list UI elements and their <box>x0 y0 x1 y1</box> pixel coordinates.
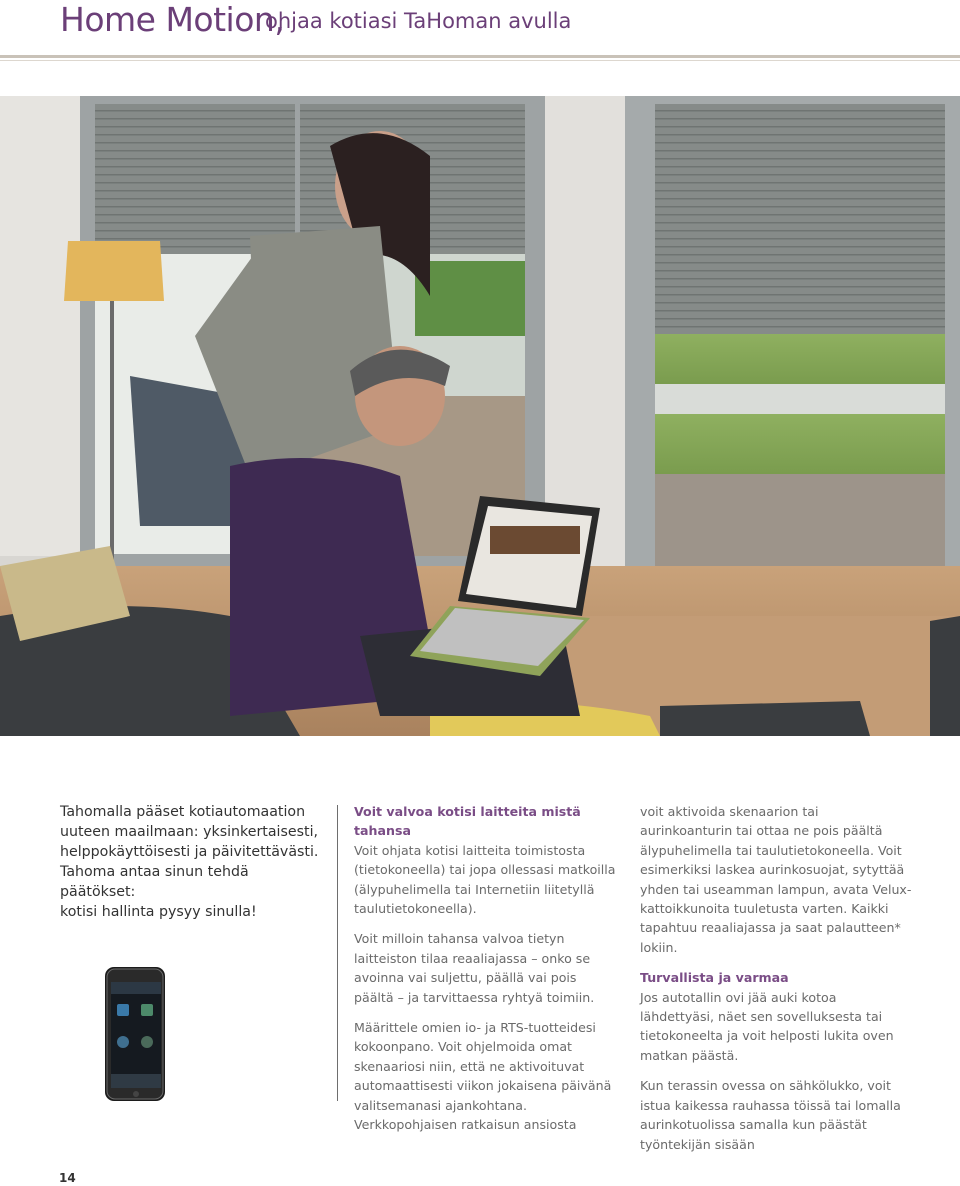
paragraph: Määrittele omien io- ja RTS-tuotteidesi kokoonpano. Voit ohjelmoida omat skenaariosi niin, että ne aktivoituvat automaattisesti viikon jokaisena päivänä valitsemanasi ajankohtana. Verkkopohjaisen ratkaisun ansiosta <box>354 1020 612 1133</box>
intro-line: uuteen maailmaan: yksinkertaisesti, <box>60 824 319 840</box>
column-right <box>640 802 912 1165</box>
intro-line: Tahomalla pääset kotiautomaation <box>60 804 306 820</box>
header-rule <box>0 55 960 58</box>
page-title: Home Motion, <box>60 0 285 39</box>
paragraph: Jos autotallin ovi jää auki kotoa lähdettyäsi, näet sen sovelluksesta tai tietokoneelta ja voit helposti lukita oven matkan päästä. <box>640 989 894 1063</box>
intro-line: helppokäyttöisesti ja päivitettävästi. <box>60 844 319 860</box>
header-rule-thin <box>0 60 960 61</box>
paragraph: Kun terassin ovessa on sähkölukko, voit istua kaikessa rauhassa töissä tai lomalla aurinkotuolissa samalla kun päästät työntekijän sisään <box>640 1078 901 1152</box>
hero-photo <box>0 96 960 736</box>
intro-line: Tahoma antaa sinun tehdä päätökset: <box>60 864 249 900</box>
paragraph: Voit ohjata kotisi laitteita toimistosta (tietokoneella) tai jopa ollessasi matkoilla (älypuhelimella tai Internetiin liitetyllä taulutietokoneella). <box>354 842 616 917</box>
intro-line: kotisi hallinta pysyy sinulla! <box>60 904 257 920</box>
column-divider <box>337 805 338 1101</box>
section-heading-safety: Turvallista ja varmaa <box>640 970 789 986</box>
smartphone-image <box>103 966 169 1104</box>
page-number: 14 <box>59 1171 76 1185</box>
section-heading-monitor: Voit valvoa kotisi laitteita mistä tahansa <box>354 804 581 839</box>
page-subtitle: ohjaa kotiasi TaHoman avulla <box>265 9 572 33</box>
smartphone-icon <box>103 966 169 1104</box>
intro-text <box>60 802 320 922</box>
page-header <box>0 0 960 64</box>
column-middle <box>354 802 616 1146</box>
paragraph: Voit milloin tahansa valvoa tietyn laitteiston tilaa reaaliajassa – onko se avoinna vai suljettu, päällä vai pois päältä – ja tarvittaessa ryhtyä toimiin. <box>354 931 595 1005</box>
paragraph: voit aktivoida skenaarion tai aurinkoanturin tai ottaa ne pois päältä älypuhelimella tai taulutietokoneella. Voit esimerkiksi laskea aurinkosuojat, sytyttää yhden tai useamman lampun, avata Velux-kattoikkunoita tuuletusta varten. Kaikki tapahtuu reaaliajassa ja saat palautteen* lokiin. <box>640 804 912 955</box>
photo-couple-laptop-icon <box>0 96 960 736</box>
